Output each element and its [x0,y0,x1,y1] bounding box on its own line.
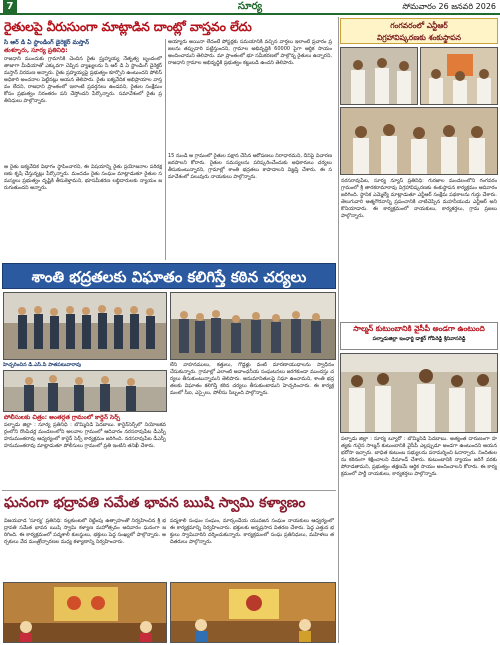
story1-headline: రైతులపై వీరుసుంగా మాట్లాడిన దాంట్లో వాస్తవం లేదు [4,19,252,34]
section-divider [2,490,336,491]
story1-col4: 15 నుండి ఆ గ్రామంలో రైతుల పక్షాన చేసిన ఆరోపణలు నిరాధారమని, దీనిపై విచారణ జరపాలని కోరారు. రైతుల సమస్యలను పరిష్కరించేందుకు అధికారులు చర్యలు తీసుకుంటున్నారని, గ్రామాల్లో శాంతి భద్రతలు కాపాడాలని విజ్ఞప్తి చేశారు. ఈ సమావేశంలో పలువురు నాయకులు పాల్గొన్నారు. [168,153,332,180]
paper-name: సూర్య [237,1,263,12]
right1-text: నరసరావుపేట, సూర్య న్యూస్ ప్రతినిధి: గురజాల మండలంలోని గంగవరం గ్రామంలో శ్రీ తారకరామారావు విగ్రహావిష్కరణకు శంకుస్థాపన కార్యక్రమం ఆదివారం జరిగింది. స్థానిక ఎమ్మెల్యే మాట్లాడుతూ ఎన్టీఆర్ సంక్షేమ పథకాలను గుర్తు చేశారు. తెలుగువారి ఆత్మగౌరవాన్ని ప్రపంచానికి చాటిచెప్పిన మహనీయుడు ఎన్టీఆర్ అని కొనియాడారు. ఈ కార్యక్రమంలో నాయకులు, కార్యకర్తలు, గ్రామ ప్రజలు పాల్గొన్నారు. [341,178,497,219]
right2-subhead: పల్నాడుజిల్లా ఇంఛార్జి డాక్టర్ గోపిరెడ్డి శ్రీనివాసరెడ్డి [372,336,466,342]
story1-col2: ఆ రైతు ఐక్యవేదిక విభాగం స్థాపించారని, ఈ విషయాన్ని రైతు ప్రయోజనాల పరిరక్షణకు కృషి చేస్తున్నట్లు పేర్కొన్నారు. మందడం రైతు సంఘం మాట్లాడుతూ రైతుల సమస్యలు ప్రభుత్వం దృష్టికి తీసుకెళ్తామని, భూసమీకరణ లబ్ధిదారులకు న్యాయం జరుగుతుందని అన్నారు. [4,164,162,191]
ysrcp-visit-photo [340,353,498,433]
ntr-event-photo-1 [340,47,418,105]
ntr-event-photo-3 [340,107,498,175]
story3-headline: ఘనంగా భద్రావతి సమేత భావన ఋషి స్వామి కళ్యాణం [4,495,306,511]
story1-subhead: సి ఆర్ డి ఏ స్టాండింగ్ డైరెక్టర్ మస్తాన్ [4,39,90,46]
story2-subhead: పోలీసులకు చిత్రం: అంతర్గత గ్రామంలో కార్డెన్ సెర్చ్ [4,414,121,421]
story1-col1: రాజధాని ముందుకు గ్రామానికి చెందిన రైతు ప్రుహ్మయ్య నేతృత్వ బృందంలో తాజాగా మీడియాతో ఎక్కువగా చెప్పిన వ్యాఖ్యలను సి ఆర్ డి ఏ స్టాండింగ్ డైరెక్టర్ మస్తాన్ విరమణ అన్నారు. రైతు ప్రహ్మయ్యపై ప్రభుత్వం కూర్చొని ఉంటుందని పోలిస్ అధికారి అంచనాల పెట్టినట్లు ఆయన తెలిపారు. రైతు ఐక్యవేదిక అభిప్రాయాల వాస్తవం లేదని, రాజధాని ప్రాంతంలో ఇలాంటి ప్రవర్తనలు ఉండవని, రైతుల సంక్షేమం కోసం ప్రభుత్వం నిరంతరం పని చేస్తోందని పేర్కొన్నారు. సమావేశంలో రైతు ప్రతినిధులు పాల్గొన్నారు. [4,56,162,104]
column-divider [165,39,166,260]
kalyanam-photo-right [170,582,336,643]
right2-headline: సాల్మన్ కుటుంబానికి వైసీపీ అండగా ఉంటుంది [353,324,485,333]
page-number: 7 [3,0,17,14]
story1-col3: అయ్యారు అయినా లేదంటే పోస్టర్లకు సమయానికి వచ్చిన వార్తలు ఇలాంటి ప్రచారం ప్రజలను తప్పుదారి పట్టిస్తుందని, గ్రామాల అభివృద్ధికి 60000 పైగా ఆర్ధిక సాయం అందించామని తెలిపారు. మా ప్రాంతంలో భూ సమీకరణలో పాల్గొన్న రైతులు ఉన్నారని, రాజధాని గ్రామాల అభివృద్ధికి ప్రభుత్వం కట్టుబడి ఉందని తెలిపారు. [168,39,332,66]
date-line: సోమవారం 26 జనవరి 2026 [402,2,496,11]
police-group-photo [3,370,167,412]
story3-col2: పద్మశాలీ సంఘం సంఘం, మార్కండేయ యువజన సంఘం నాయకులు ఆధ్వర్యంలో ఈ కార్యక్రమాన్ని నిర్వహించారు. భక్తులకు అన్నప్రసాద వితరణ చేశారు. పెద్ద ఎత్తున భక్తులు స్వామివారిని దర్శించుకున్నారు. కార్యక్రమంలో సంఘ ప్రతినిధులు, మహిళలు తదితరులు పాల్గొన్నారు. [170,518,334,545]
story2-col2: లేని వాహనములు, కత్తులు, గొడ్డళ్లు వంటి మారణాయుధాలను స్వాధీనం చేసుకున్నారు. గ్రామాల్లో ఎలాంటి అవాంఛనీయ సంఘటనలు జరగకుండా ముందస్తు చర్యలు తీసుకుంటున్నామని తెలిపారు. అనుమానితులపై నిఘా ఉంచామని, శాంతి భద్రతలకు విఘాతం కలిగిస్తే కఠిన చర్యలు తీసుకుంటామని హెచ్చరించారు. ఈ కార్యక్రమంలో సీఐ, ఎస్సైలు, పోలీసు సిబ్బంది పాల్గొన్నారు. [170,362,334,396]
right1-headline-line1: గంగవరంలో ఎన్టీఆర్ [390,21,448,30]
police-parade-photo [3,292,167,360]
story1-dateline: తుళ్ళూరు, సూర్య ప్రతినిధి: [4,47,68,54]
police-briefing-photo [170,292,336,360]
story2-headline: శాంతి భద్రతలకు విఘాతం కలిగిస్తే కఠిన చర్యలు [2,263,336,289]
ntr-event-photo-2 [420,47,498,105]
right2-text: పల్నాడు జిల్లా : సూర్య బ్యూరో : బొమ్మినిడి పెదబాబు. అత్యంత దారుణంగా హత్యకు గురైన సాల్మన్ కుటుంబానికి వైసీపీ ఎల్లప్పుడూ అండగా ఉంటుందని ఆయన భరోసా ఇచ్చారు. బాధిత కుటుంబ సభ్యులను పరామర్శించి ఓదార్చారు. నిందితులను కఠినంగా శిక్షించాలని డిమాండ్ చేశారు. కుటుంబానికి న్యాయం జరిగే వరకు పోరాడతామని, ప్రభుత్వం తక్షణమే ఆర్థిక సాయం అందించాలని కోరారు. ఈ కార్యక్రమంలో పార్టీ నాయకులు, కార్యకర్తలు పాల్గొన్నారు. [341,436,497,477]
story2-col1: పల్నాడు జిల్లా : సూర్య ప్రతినిధి : బొమ్మినిడి పెదబాబు. కార్డెన్‌సెర్చ్‌లో నియోజకవర్గంలోని రొంపిచర్ల మండలంలోని అలవాల గ్రామంలో ఆదివారం నరసరావుపేట డీఎస్పీ హనుమంతరావు ఆధ్వర్యంలో కార్డెన్ సెర్చ్ కార్యక్రమం జరిగింది. నరసరావుపేట డీఎస్పీ హనుమంతరావు మాట్లాడుతూ పోలీసులు గ్రామంలో ప్రతి ఇంటిని తనిఖీ చేశారు. [4,422,166,449]
right1-headline-line2: విగ్రహావిష్కరణకు శంకుస్థాపన [376,33,462,42]
story3-col1: విజయవాడ 'సూర్య' ప్రతినిధి: నల్లకుంటలో రెట్టింపు ఉత్సాహంతో నిర్వహించిన శ్రీ భద్రావతి సమేత భావన ఋషి స్వామి కళ్యాణ మహోత్సవం ఆదివారం ఘనంగా జరిగింది. ఈ కార్యక్రమంలో పద్మశాలీ కులస్థులు, భక్తులు పెద్ద సంఖ్యలో పాల్గొన్నారు. అర్చకులు వేద మంత్రోచ్ఛారణల మధ్య కళ్యాణాన్ని నిర్వహించారు. [4,518,166,545]
photo-caption: హెచ్చరించిన డీ.ఎస్.పి పాతపటువారావు [3,362,82,368]
right1-headline-box [340,18,498,44]
kalyanam-photo-left [3,582,167,643]
